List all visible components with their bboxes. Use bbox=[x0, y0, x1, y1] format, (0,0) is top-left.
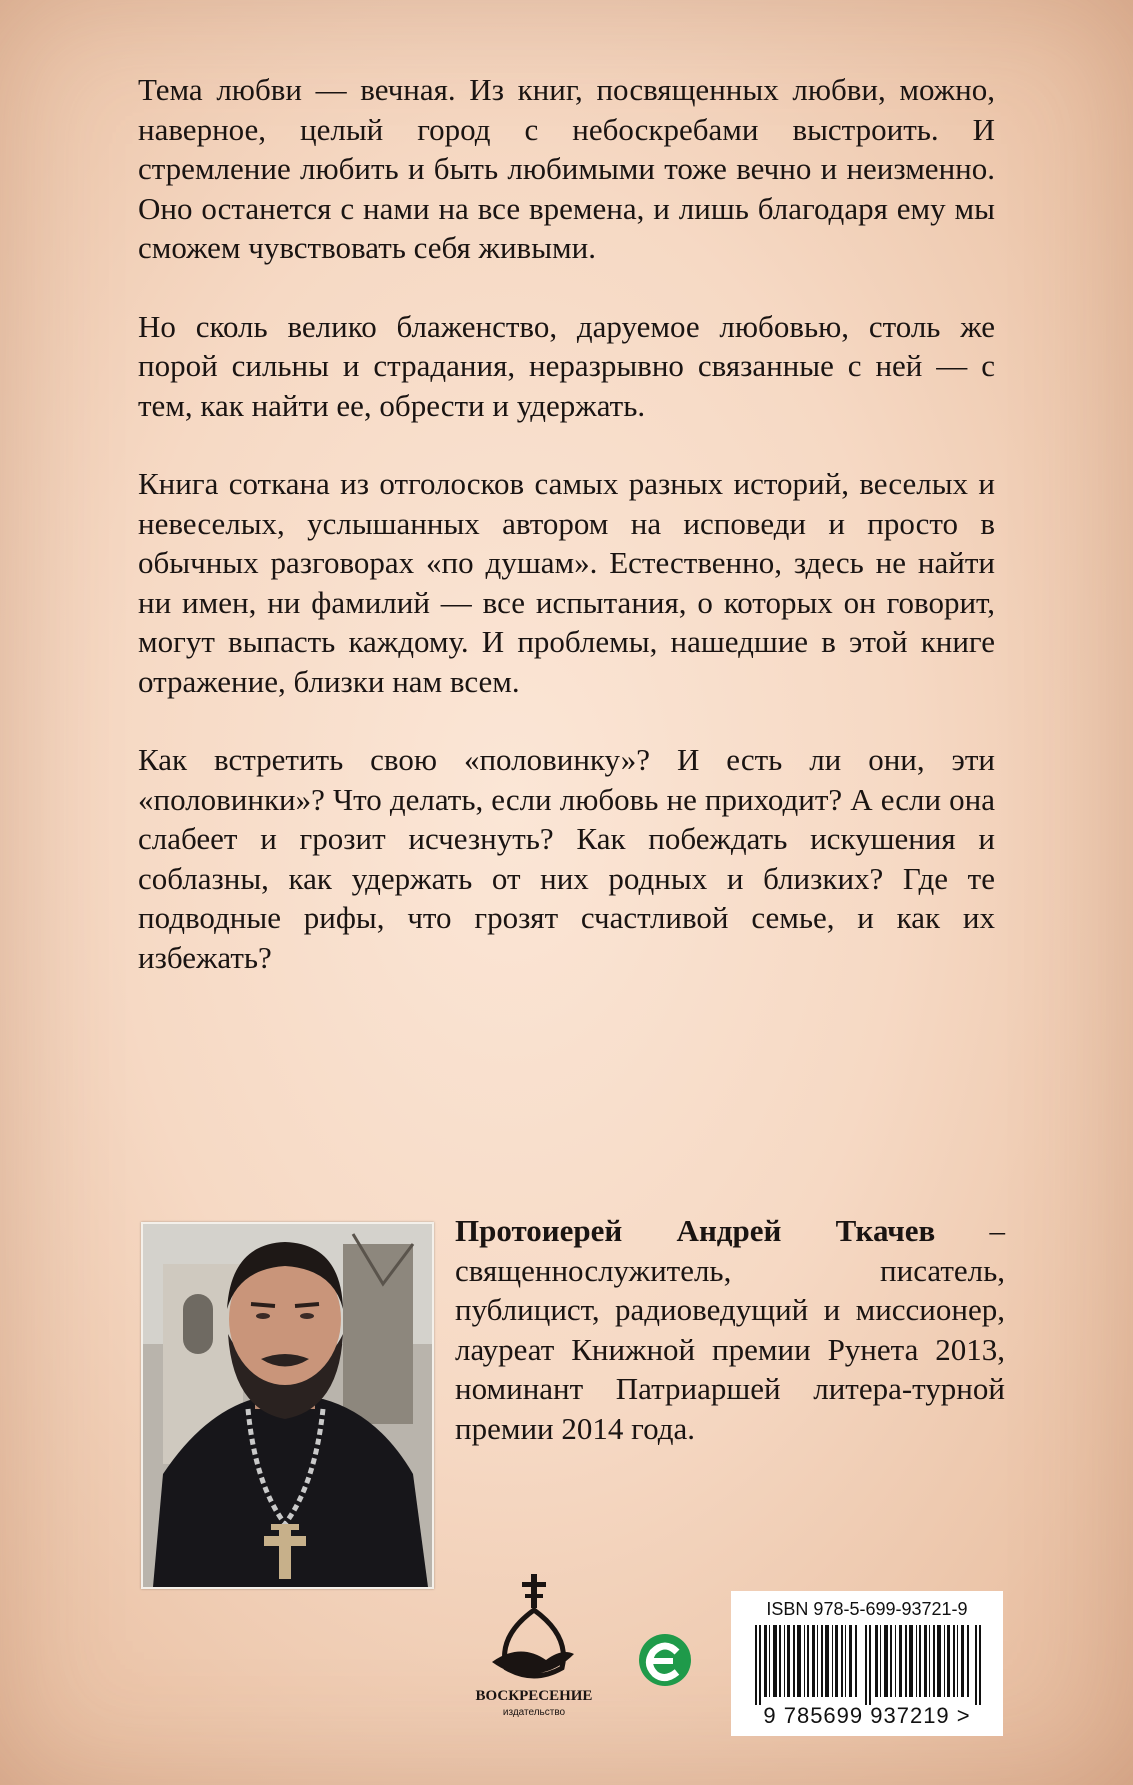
publisher-logos bbox=[470, 1572, 700, 1722]
publisher-subtitle: издательство bbox=[502, 1707, 566, 1718]
barcode-icon bbox=[755, 1625, 983, 1705]
priest-portrait-icon bbox=[143, 1224, 432, 1587]
church-dome-logo-icon bbox=[470, 1572, 600, 1722]
author-description: священнослужитель, писатель, публицист, радиоведущий и миссионер, лауреат Книжной премии Рунета 2013, номинант Патриаршей литера-турной премии 2014 года. bbox=[455, 1252, 1005, 1446]
publisher-name: ВОСКРЕСЕНИЕ bbox=[475, 1688, 593, 1704]
author-photo bbox=[141, 1222, 434, 1589]
isbn-barcode bbox=[731, 1591, 1003, 1736]
eksmo-logo-icon bbox=[635, 1630, 695, 1690]
isbn-label: ISBN 978-5-699-93721-9 bbox=[766, 1599, 968, 1619]
blurb-paragraph-1: Тема любви — вечная. Из книг, посвященных любви, можно, наверное, целый город с небоскребами выстроить. И стремление любить и быть любимыми тоже вечно и неизменно. Оно останется с нами на все времена, и лишь благодаря ему мы сможем чувствовать себя живыми. bbox=[138, 72, 995, 265]
author-name: Протоиерей Андрей Ткачев bbox=[455, 1213, 936, 1248]
author-dash: – bbox=[935, 1213, 1006, 1248]
blurb-paragraph-3: Книга соткана из отголосков самых разных историй, веселых и невеселых, услышанных автором на исповеди и просто в обычных разговорах «по душам». Естественно, здесь не найти ни имен, ни фамилий — все испытания, о которых он говорит, могут выпасть каждому. И проблемы, нашедшие в этой книге отражение, близки нам всем. bbox=[138, 466, 995, 699]
blurb-text bbox=[138, 70, 995, 1016]
author-bio bbox=[455, 1211, 1005, 1448]
blurb-paragraph-4: Как встретить свою «половинку»? И есть ли они, эти «половинки»? Что делать, если любовь не приходит? А если она слабеет и грозит исчезнуть? Как побеждать искушения и соблазны, как удержать от них родных и близких? Где те подводные рифы, что грозят счастливой семье, и как их избежать? bbox=[138, 742, 995, 975]
blurb-paragraph-2: Но сколь велико блаженство, даруемое любовью, столь же порой сильны и страдания, неразрывно связанные с ней — с тем, как найти ее, обрести и удержать. bbox=[138, 308, 995, 423]
barcode-digits: 9 785699 937219 > bbox=[763, 1703, 971, 1728]
